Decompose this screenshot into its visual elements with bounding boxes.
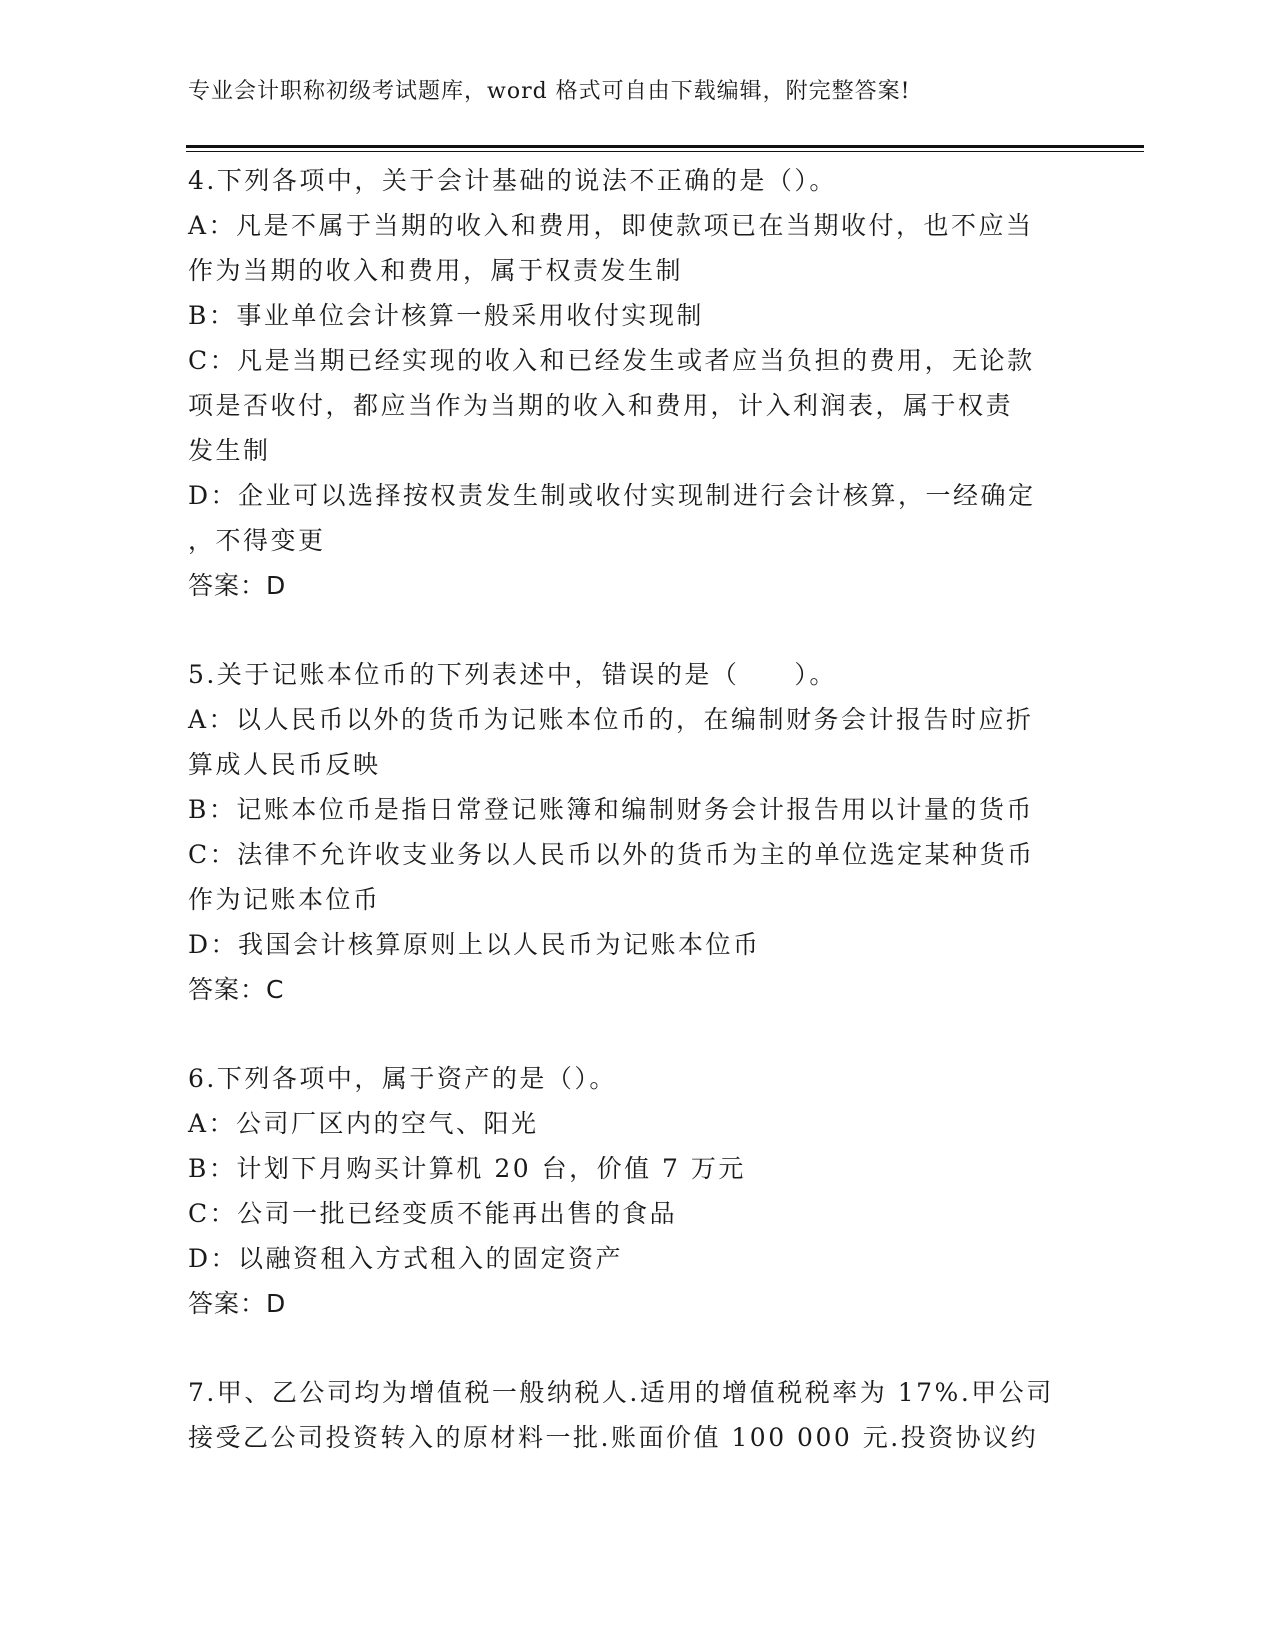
question-4 — [188, 158, 1088, 608]
option-c: C：凡是当期已经实现的收入和已经发生或者应当负担的费用，无论款 — [188, 346, 1035, 375]
question-7 — [188, 1370, 1088, 1460]
option-a: A：公司厂区内的空气、阳光 — [188, 1109, 539, 1138]
question-5 — [188, 652, 1088, 1012]
question-stem: 6.下列各项中，属于资产的是（）。 — [188, 1064, 617, 1093]
document-header: 专业会计职称初级考试题库，word 格式可自由下载编辑，附完整答案! — [188, 79, 911, 104]
question-6 — [188, 1056, 1088, 1326]
question-stem-cont: 接受乙公司投资转入的原材料一批.账面价值 100 000 元.投资协议约 — [188, 1423, 1039, 1452]
option-b: B：事业单位会计核算一般采用收付实现制 — [188, 301, 704, 330]
option-c: C：公司一批已经变质不能再出售的食品 — [188, 1199, 678, 1228]
option-d: D：企业可以选择按权责发生制或收付实现制进行会计核算，一经确定 — [188, 481, 1036, 510]
option-c-cont: 发生制 — [188, 436, 271, 465]
answer-label: 答案：D — [188, 571, 287, 600]
question-list — [188, 158, 1088, 1460]
question-stem: 4.下列各项中，关于会计基础的说法不正确的是（）。 — [188, 166, 837, 195]
option-d: D：我国会计核算原则上以人民币为记账本位币 — [188, 930, 761, 959]
question-stem: 7.甲、乙公司均为增值税一般纳税人.适用的增值税税率为 17%.甲公司 — [188, 1378, 1054, 1407]
option-b: B：计划下月购买计算机 20 台，价值 7 万元 — [188, 1154, 746, 1183]
option-a-cont: 作为当期的收入和费用，属于权责发生制 — [188, 256, 684, 285]
option-c-cont: 项是否收付，都应当作为当期的收入和费用，计入利润表，属于权责 — [188, 391, 1014, 420]
header-rule-thick — [186, 145, 1144, 148]
question-stem: 5.关于记账本位币的下列表述中，错误的是（ ）。 — [188, 660, 837, 689]
option-c: C：法律不允许收支业务以人民币以外的货币为主的单位选定某种货币 — [188, 840, 1035, 869]
option-b: B：记账本位币是指日常登记账簿和编制财务会计报告用以计量的货币 — [188, 795, 1034, 824]
option-a-cont: 算成人民币反映 — [188, 750, 381, 779]
option-a: A：凡是不属于当期的收入和费用，即使款项已在当期收付，也不应当 — [188, 211, 1034, 240]
answer-label: 答案：C — [188, 975, 285, 1004]
header-rule-thin — [186, 151, 1144, 152]
option-d: D：以融资租入方式租入的固定资产 — [188, 1244, 624, 1273]
answer-label: 答案：D — [188, 1289, 287, 1318]
option-a: A：以人民币以外的货币为记账本位币的，在编制财务会计报告时应折 — [188, 705, 1034, 734]
option-d-cont: ，不得变更 — [188, 526, 326, 555]
option-c-cont: 作为记账本位币 — [188, 885, 381, 914]
